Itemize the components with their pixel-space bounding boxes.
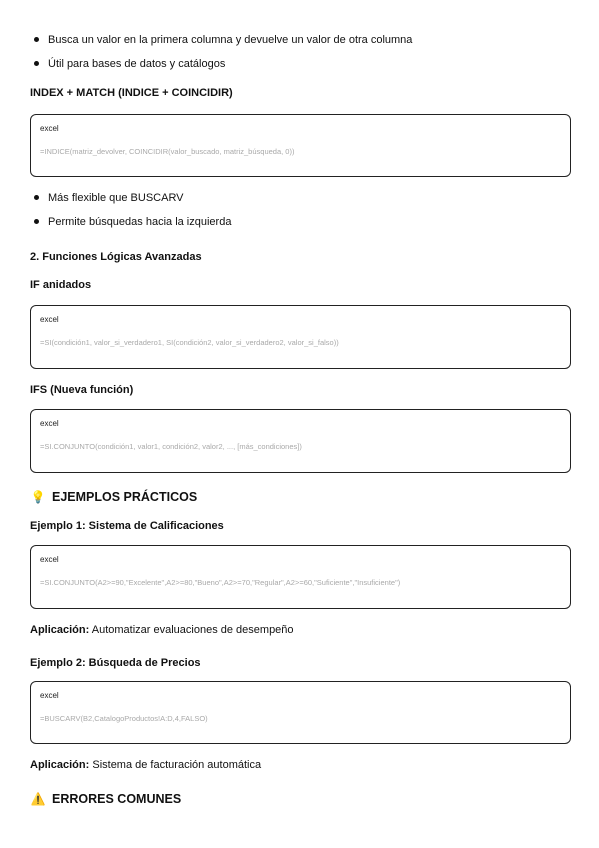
application-example-1 <box>30 623 294 637</box>
code-language-label: excel <box>40 315 59 324</box>
application-label: Aplicación: <box>30 759 90 771</box>
heading-example-2: Ejemplo 2: Búsqueda de Precios <box>30 657 201 669</box>
code-language-label: excel <box>40 124 59 133</box>
application-example-2 <box>30 758 261 772</box>
code-block-if-nested <box>30 305 571 369</box>
heading-errors-text: ERRORES COMUNES <box>52 792 182 806</box>
heading-ifs: IFS (Nueva función) <box>30 384 134 396</box>
code-language-label: excel <box>40 555 59 564</box>
heading-examples <box>30 489 197 505</box>
heading-index-match: INDEX + MATCH (INDICE + COINCIDIR) <box>30 87 233 99</box>
code-language-label: excel <box>40 419 59 428</box>
code-text: =BUSCARV(B2,CatalogoProductos!A:D,4,FALSO) <box>40 714 208 723</box>
code-text: =SI.CONJUNTO(A2>=90,"Excelente",A2>=80,"Bueno",A2>=70,"Regular",A2>=60,"Suficiente","Insuficiente") <box>40 578 401 587</box>
heading-errors <box>30 791 181 807</box>
code-text: =SI.CONJUNTO(condición1, valor1, condición2, valor2, ..., [más_condiciones]) <box>40 442 302 451</box>
application-label: Aplicación: <box>30 624 90 636</box>
code-text: =INDICE(matriz_devolver, COINCIDIR(valor_buscado, matriz_búsqueda, 0)) <box>40 147 295 156</box>
section-heading-logic: 2. Funciones Lógicas Avanzadas <box>30 251 202 263</box>
code-language-label: excel <box>40 691 59 700</box>
code-text: =SI(condición1, valor_si_verdadero1, SI(condición2, valor_si_verdadero2, valor_si_falso)) <box>40 338 339 347</box>
heading-example-1: Ejemplo 1: Sistema de Calificaciones <box>30 520 224 532</box>
code-block-example-1 <box>30 545 571 609</box>
warning-icon: ⚠️ <box>30 792 46 806</box>
code-block-index-match <box>30 114 571 177</box>
application-text: Sistema de facturación automática <box>89 759 262 771</box>
list-item: Busca un valor en la primera columna y devuelve un valor de otra columna <box>30 33 412 57</box>
list-item: Más flexible que BUSCARV <box>30 191 231 215</box>
bullet-list-buscarv <box>30 33 412 81</box>
code-block-example-2 <box>30 681 571 744</box>
application-text: Automatizar evaluaciones de desempeño <box>89 624 294 636</box>
bullet-list-index-match <box>30 191 231 239</box>
heading-examples-text: EJEMPLOS PRÁCTICOS <box>52 490 198 504</box>
list-item: Permite búsquedas hacia la izquierda <box>30 215 231 239</box>
code-block-ifs <box>30 409 571 473</box>
list-item: Útil para bases de datos y catálogos <box>30 57 412 81</box>
heading-if-nested: IF anidados <box>30 279 92 291</box>
lightbulb-icon: 💡 <box>30 490 46 504</box>
